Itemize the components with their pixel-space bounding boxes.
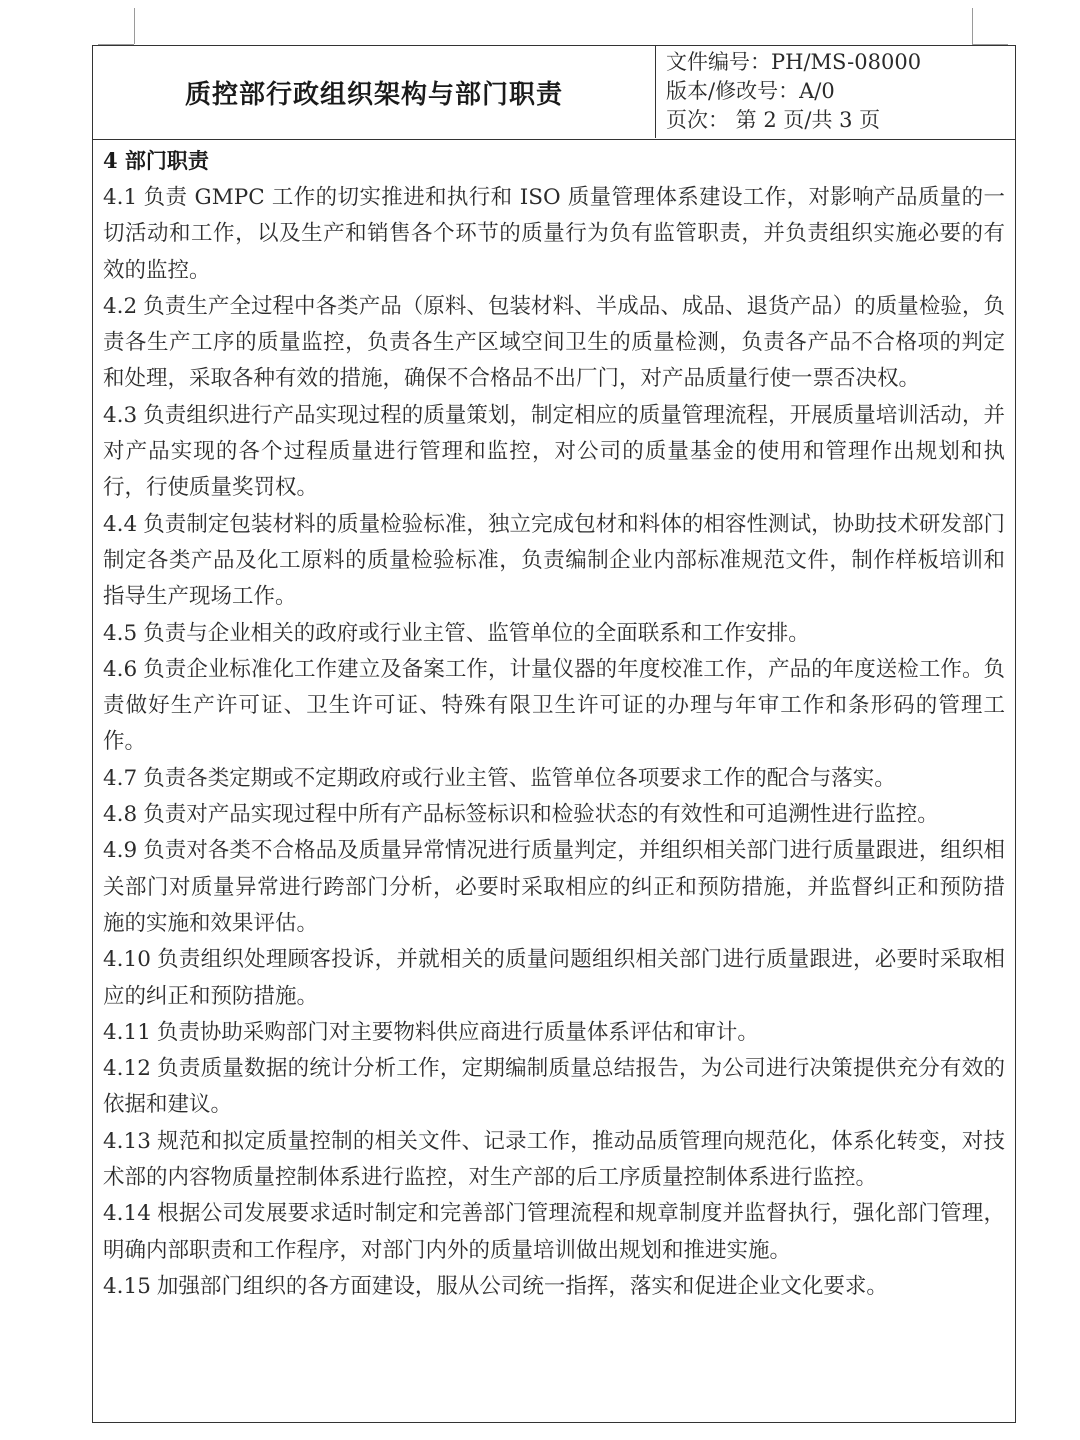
duty-paragraph-4-8 [103,797,1005,833]
paragraph-text: 负责组织进行产品实现过程的质量策划，制定相应的质量管理流程，开展质量培训活动，并对产品实现的各个过程质量进行管理和监控，对公司的质量基金的使用和管理作出规划和执行，行使质量奖罚权。 [103,402,1005,501]
duty-paragraph-4-9 [103,833,1005,942]
paragraph-text: 加强部门组织的各方面建设，服从公司统一指挥，落实和促进企业文化要求。 [156,1273,888,1299]
document-body [103,146,1005,1305]
paragraph-number: 4.11 [103,1019,151,1045]
paragraph-text: 负责企业标准化工作建立及备案工作，计量仪器的年度校准工作，产品的年度送检工作。负责做好生产许可证、卫生许可证、特殊有限卫生许可证的办理与年审工作和条形码的管理工作。 [103,656,1005,755]
duty-paragraph-4-2 [103,289,1005,398]
paragraph-number: 4.5 [103,620,138,646]
duty-paragraph-4-5 [103,616,1005,652]
document-meta [655,46,1015,138]
paragraph-number: 4.3 [103,402,138,428]
duty-paragraph-4-7 [103,761,1005,797]
paragraph-text: 负责对产品实现过程中所有产品标签标识和检验状态的有效性和可追溯性进行监控。 [143,802,939,828]
document-header [93,46,1015,140]
duty-paragraph-4-3 [103,398,1005,507]
paragraph-text: 负责与企业相关的政府或行业主管、监管单位的全面联系和工作安排。 [143,620,810,646]
paragraph-number: 4.2 [103,293,138,319]
duty-paragraph-4-6 [103,652,1005,761]
section-heading: 4 部门职责 [103,148,209,173]
paragraph-text: 负责组织处理顾客投诉，并就相关的质量问题组织相关部门进行质量跟进，必要时采取相应的纠正和预防措施。 [103,947,1005,1009]
paragraph-number: 4.8 [103,802,138,828]
paragraph-number: 4.4 [103,511,138,537]
paragraph-text: 负责 GMPC 工作的切实推进和执行和 ISO 质量管理体系建设工作，对影响产品质量的一切活动和工作，以及生产和销售各个环节的质量行为负有监管职责，并负责组织实施必要的有效的监控。 [103,185,1005,283]
crop-mark-right-vertical [972,8,973,44]
document-title: 质控部行政组织架构与部门职责 [184,79,563,110]
paragraph-number: 4.1 [103,185,138,210]
paragraph-number: 4.13 [103,1128,151,1154]
paragraph-text: 负责生产全过程中各类产品（原料、包装材料、半成品、成品、退货产品）的质量检验，负责各生产工序的质量监控，负责各生产区域空间卫生的质量检测，负责各产品不合格项的判定和处理，采取各种有效的措施，确保不合格品不出厂门，对产品质量行使一票否决权。 [103,293,1005,392]
paragraph-text: 负责各类定期或不定期政府或行业主管、监管单位各项要求工作的配合与落实。 [143,765,896,791]
duty-paragraph-4-13 [103,1124,1005,1197]
paragraph-text: 根据公司发展要求适时制定和完善部门管理流程和规章制度并监督执行，强化部门管理，明确内部职责和工作程序，对部门内外的质量培训做出规划和推进实施。 [103,1201,1005,1263]
file-number: 文件编号：PH/MS-08000 [666,50,922,74]
version-number: 版本/修改号：A/0 [666,79,835,103]
paragraph-number: 4.15 [103,1273,151,1299]
paragraph-number: 4.7 [103,765,138,791]
duty-paragraph-4-1 [103,180,1005,289]
duty-paragraph-4-10 [103,942,1005,1015]
duty-paragraph-4-12 [103,1051,1005,1124]
paragraph-number: 4.9 [103,838,138,864]
paragraph-text: 负责制定包装材料的质量检验标准，独立完成包材和料体的相容性测试，协助技术研发部门制定各类产品及化工原料的质量检验标准，负责编制企业内部标准规范文件，制作样板培训和指导生产现场工作。 [103,511,1005,610]
paragraph-text: 负责协助采购部门对主要物料供应商进行质量体系评估和审计。 [156,1019,759,1045]
paragraph-number: 4.10 [103,947,151,973]
duty-paragraph-4-11 [103,1015,1005,1051]
paragraph-text: 负责质量数据的统计分析工作，定期编制质量总结报告，为公司进行决策提供充分有效的依据和建议。 [103,1056,1005,1118]
page-number: 页次： 第 2 页/共 3 页 [666,108,881,132]
paragraph-text: 负责对各类不合格品及质量异常情况进行质量判定，并组织相关部门进行质量跟进，组织相关部门对质量异常进行跨部门分析，必要时采取相应的纠正和预防措施，并监督纠正和预防措施的实施和效果评估。 [103,838,1005,936]
duty-paragraph-4-14 [103,1196,1005,1269]
paragraph-text: 规范和拟定质量控制的相关文件、记录工作，推动品质管理向规范化，体系化转变，对技术部的内容物质量控制体系进行监控，对生产部的后工序质量控制体系进行监控。 [103,1128,1005,1191]
paragraph-number: 4.12 [103,1056,151,1082]
duty-paragraph-4-15 [103,1269,1005,1305]
paragraph-number: 4.14 [103,1201,151,1227]
paragraph-number: 4.6 [103,656,138,682]
document-frame [92,45,1016,1423]
crop-mark-left-vertical [134,8,135,44]
duty-paragraph-4-4 [103,507,1005,616]
